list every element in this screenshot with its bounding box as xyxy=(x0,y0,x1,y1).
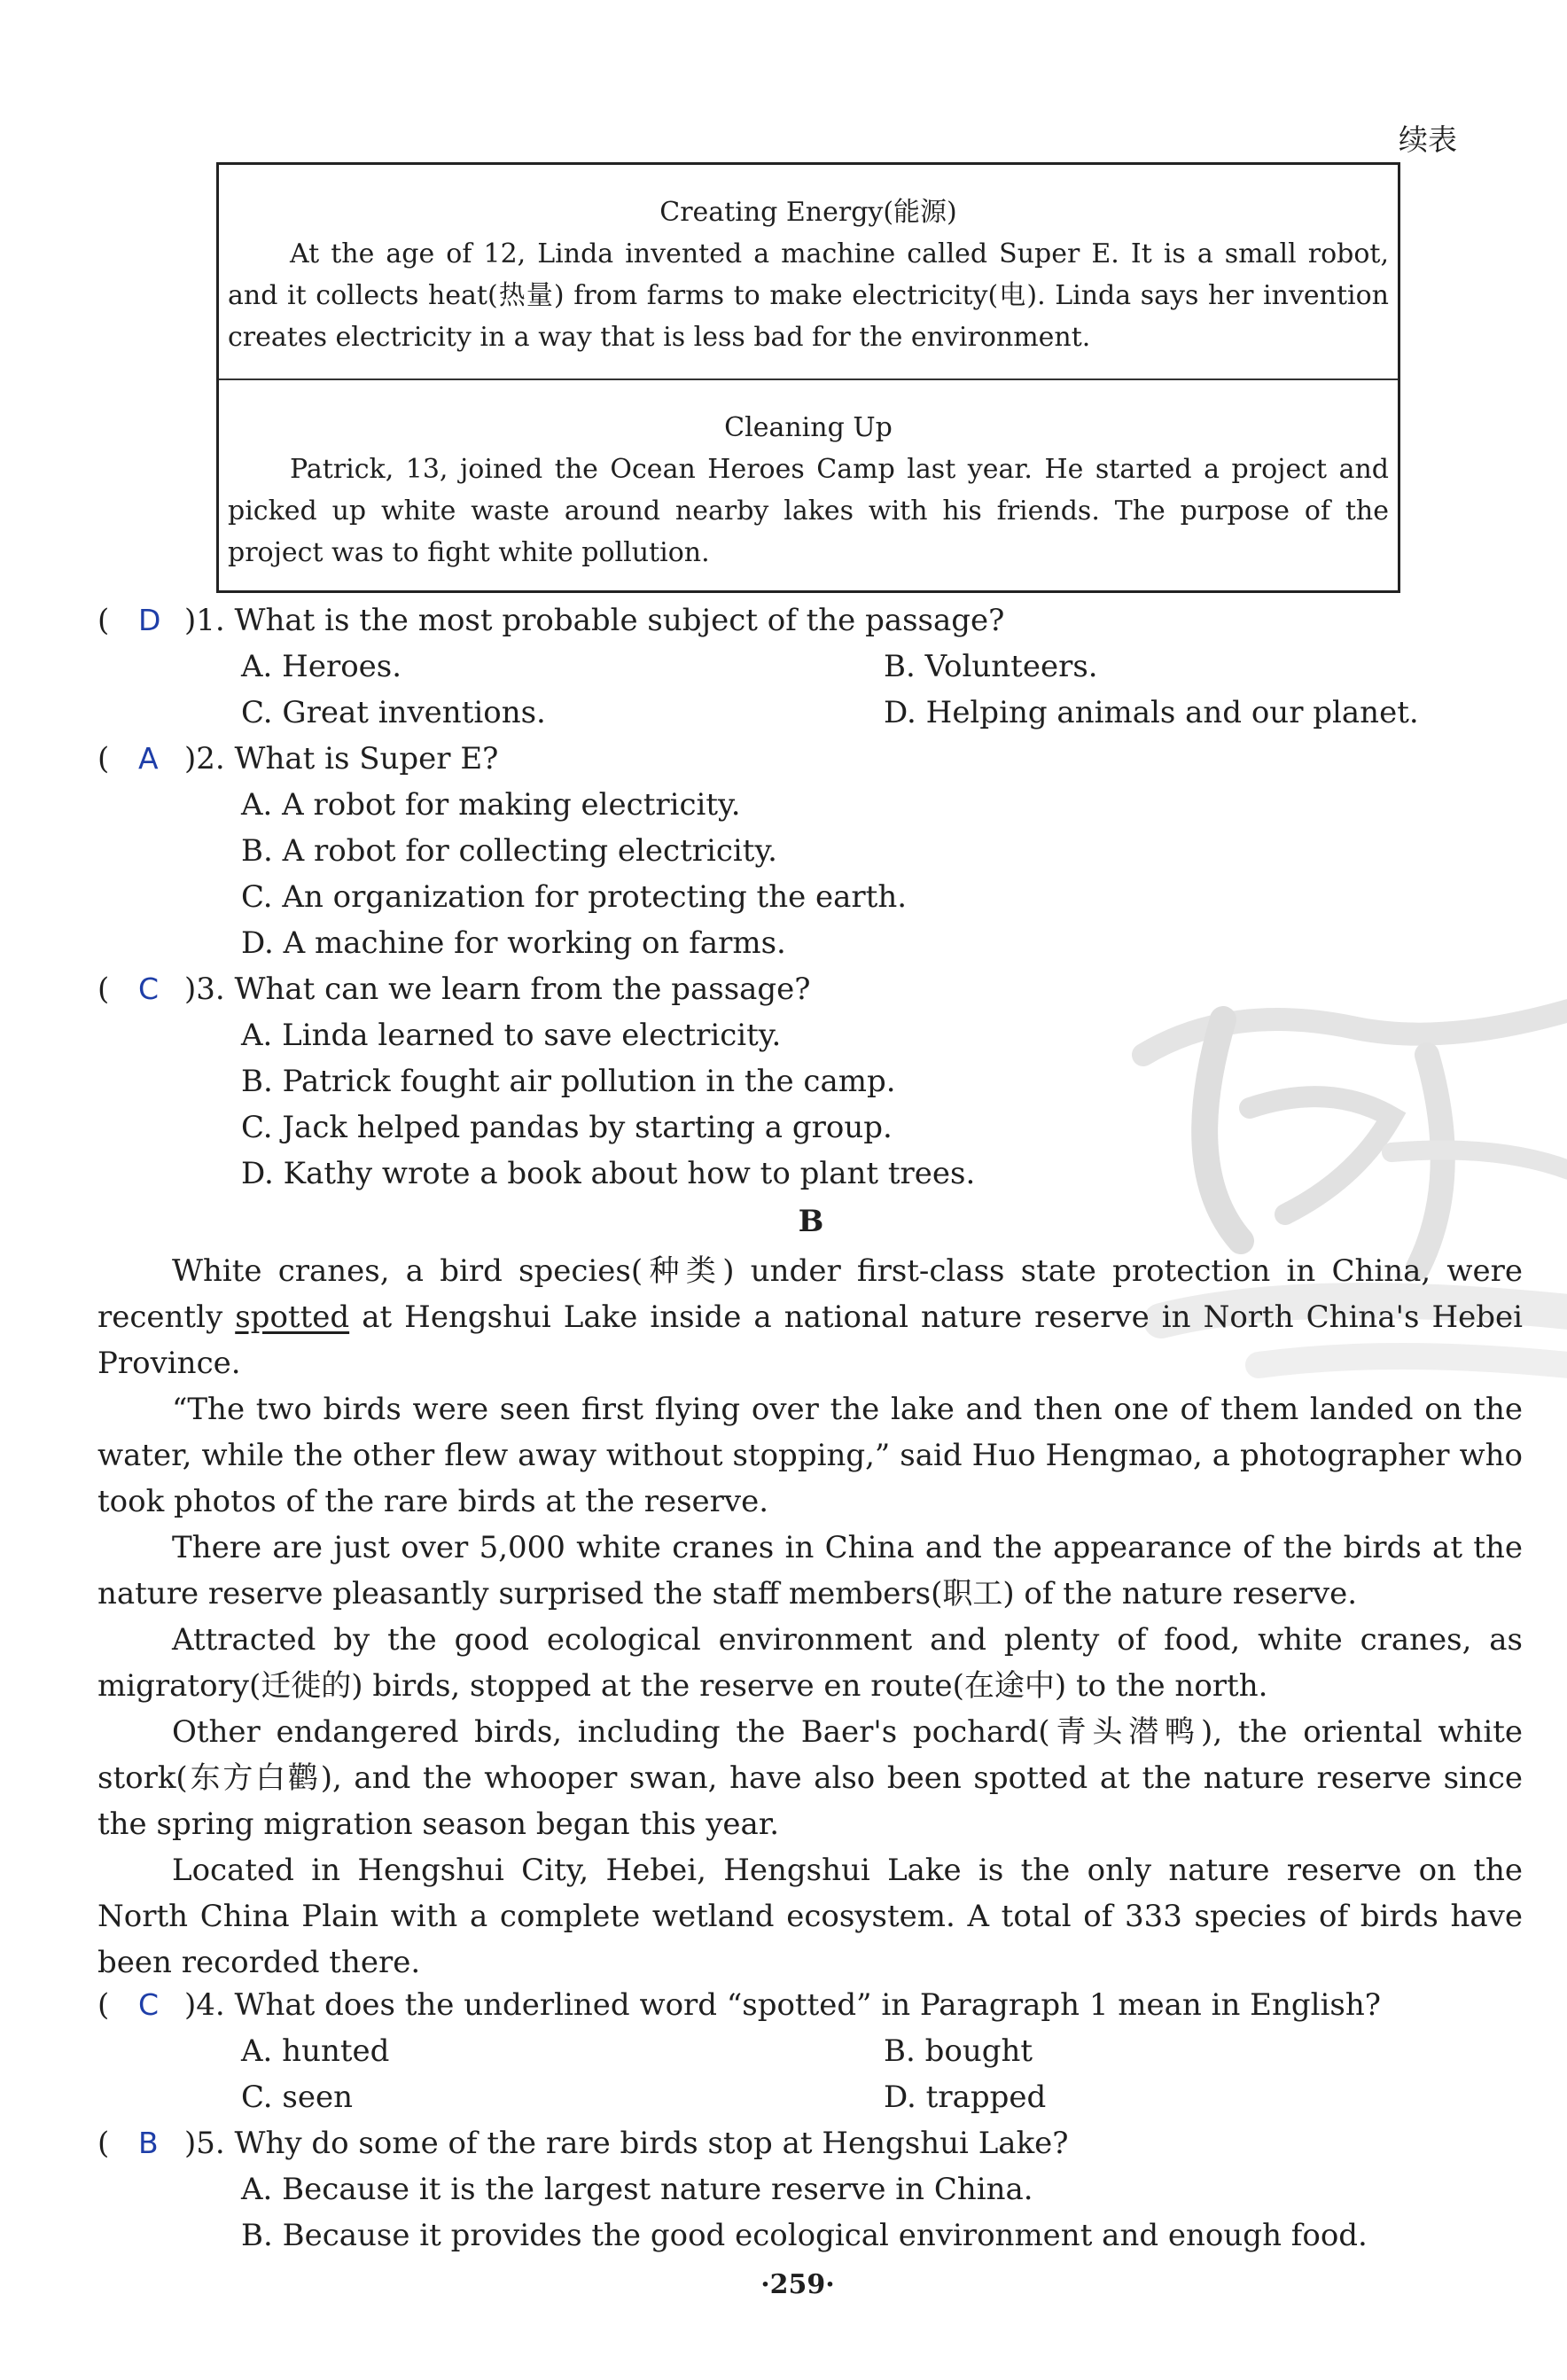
cell-text: At the age of 12, Linda invented a machine called Super E. It is a small robot, and it collects heat(热量) from farms to make electricity(电). Linda says her invention creates electricity in a way that is less bad for the environment. xyxy=(228,238,1389,353)
answer-letter: D xyxy=(138,603,161,637)
passage-paragraph-6: Located in Hengshui City, Hebei, Hengshui Lake is the only nature reserve on the North China Plain with a complete wetland ecosystem. A total of 333 species of birds have been recorded there. xyxy=(97,1853,1523,1980)
option-b: B. Because it provides the good ecological environment and enough food. xyxy=(241,2218,1368,2253)
continued-table-label: 续表 xyxy=(1399,122,1457,157)
passage-paragraph-1 xyxy=(97,1248,1523,1386)
answer-bracket: ( C xyxy=(97,972,160,1007)
answer-bracket: ( D xyxy=(97,603,161,638)
cell-text: Patrick, 13, joined the Ocean Heroes Camp last year. He started a project and picked up white waste around nearby lakes with his friends. The purpose of the project was to fight white pollution. xyxy=(228,454,1389,568)
question-stem: )2. What is Super E? xyxy=(184,741,499,776)
answer-letter: A xyxy=(138,741,159,776)
passage-paragraph-3: There are just over 5,000 white cranes in China and the appearance of the birds at the nature reserve pleasantly surprised the staff members(职工) of the nature reserve. xyxy=(97,1530,1523,1611)
option-d: D. Kathy wrote a book about how to plant trees. xyxy=(241,1156,976,1191)
question-3 xyxy=(97,972,811,1007)
option-a: A. hunted xyxy=(241,2033,390,2069)
table-divider xyxy=(219,378,1398,380)
option-c: C. Jack helped pandas by starting a group. xyxy=(241,1110,893,1145)
option-a: A. Heroes. xyxy=(241,649,402,684)
option-b: B. A robot for collecting electricity. xyxy=(241,833,777,869)
option-d: D. trapped xyxy=(884,2080,1047,2115)
p1-text-after: at Hengshui Lake inside a national nature reserve in North China's Hebei Province. xyxy=(97,1299,1523,1381)
answer-bracket: ( A xyxy=(97,741,159,776)
option-c: C. Great inventions. xyxy=(241,695,546,730)
option-a: A. Because it is the largest nature reserve in China. xyxy=(241,2172,1033,2207)
question-2 xyxy=(97,741,498,776)
answer-letter: B xyxy=(138,2126,159,2160)
question-1 xyxy=(97,603,1004,638)
option-a: A. A robot for making electricity. xyxy=(241,787,741,823)
question-stem: )3. What can we learn from the passage? xyxy=(184,972,811,1007)
passage-paragraph-5: Other endangered birds, including the Baer's pochard(青头潜鸭), the oriental white stork(东方白鹳), and the whooper swan, have also been spotted at the nature reserve since the spring migration season began this year. xyxy=(97,1714,1523,1842)
table-cell-creating-energy xyxy=(219,191,1398,358)
underlined-word-spotted: spotted xyxy=(235,1299,350,1335)
answer-bracket: ( B xyxy=(97,2126,159,2161)
p1-text-before: White cranes, a bird species(种类) under first-class state protection in China, were recently xyxy=(97,1253,1523,1335)
option-c: C. An organization for protecting the earth. xyxy=(241,879,908,915)
option-d: D. Helping animals and our planet. xyxy=(884,695,1419,730)
answer-letter: C xyxy=(138,1987,160,2022)
page-number: ·259· xyxy=(760,2269,835,2300)
answer-letter: C xyxy=(138,972,160,1006)
section-b-title: B xyxy=(798,1204,824,1239)
question-stem: )5. Why do some of the rare birds stop at Hengshui Lake? xyxy=(184,2126,1069,2161)
option-b: B. bought xyxy=(884,2033,1033,2069)
passage-paragraph-4: Attracted by the good ecological environment and plenty of food, white cranes, as migratory(迁徙的) birds, stopped at the reserve en route(在途中) to the north. xyxy=(97,1622,1523,1704)
table-cell-cleaning-up xyxy=(219,407,1398,574)
info-table xyxy=(216,162,1400,593)
cell-title: Creating Energy(能源) xyxy=(659,197,957,228)
cell-title: Cleaning Up xyxy=(724,412,893,443)
option-b: B. Volunteers. xyxy=(884,649,1098,684)
option-d: D. A machine for working on farms. xyxy=(241,925,786,961)
question-5 xyxy=(97,2126,1069,2161)
question-stem: )1. What is the most probable subject of the passage? xyxy=(184,603,1005,638)
question-4 xyxy=(97,1987,1381,2023)
question-stem: )4. What does the underlined word “spotted” in Paragraph 1 mean in English? xyxy=(184,1987,1381,2023)
option-a: A. Linda learned to save electricity. xyxy=(241,1018,782,1053)
answer-bracket: ( C xyxy=(97,1987,160,2023)
option-b: B. Patrick fought air pollution in the camp. xyxy=(241,1064,896,1099)
option-c: C. seen xyxy=(241,2080,354,2115)
passage-paragraph-2: “The two birds were seen first flying over the lake and then one of them landed on the water, while the other flew away without stopping,” said Huo Hengmao, a photographer who took photos of the rare birds at the reserve. xyxy=(97,1392,1523,1519)
